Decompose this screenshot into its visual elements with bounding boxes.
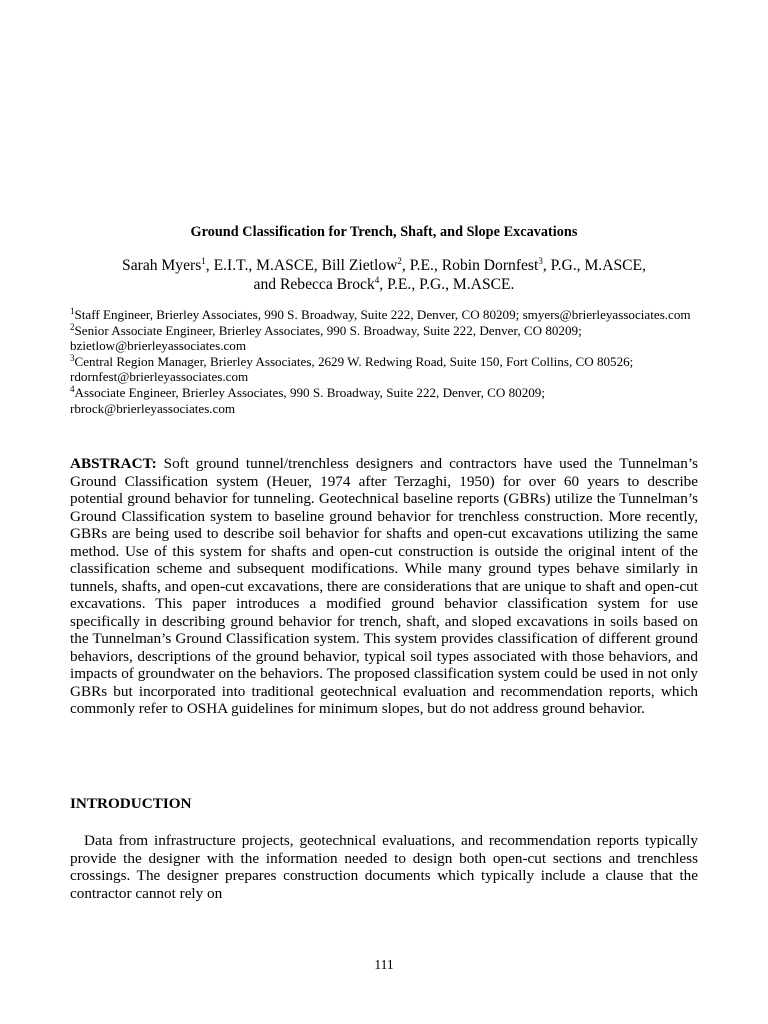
author-name: Robin Dornfest [441,257,539,274]
author-credentials: , P.E., P.G., M.ASCE. [379,276,515,293]
abstract-paragraph [70,455,698,718]
affiliation-marker: 2 [70,321,75,332]
page-number: 111 [374,957,394,972]
affiliation-item [70,323,698,354]
affiliation-text: Central Region Manager, Brierley Associates, 2629 W. Redwing Road, Suite 150, Fort Collins, CO 80526; rdornfest@brierleyassociates.com [70,353,634,385]
abstract-text: Soft ground tunnel/trenchless designers and contractors have used the Tunnelman’s Ground Classification system (Heuer, 1974 after Terzaghi, 1950) for over 60 years to describe potential ground behavior for tunneling. Geotechnical baseline reports (GBRs) utilize the Tunnelman’s Ground Classification system to baseline ground behavior for trenchless construction. More recently, GBRs are being used to describe soil behavior for shafts and open-cut excavations utilizing the same method. Use of this system for shafts and open-cut construction is outside the original intent of the classification scheme and subsequent modifications. While many ground types behave similarly in tunnels, shafts, and open-cut excavations, there are considerations that are unique to shaft and open-cut excavations. This paper introduces a modified ground behavior classification system for use specifically in describing ground behavior for trench, shaft, and sloped excavations in soils based on the Tunnelman’s Ground Classification system. This system provides classification of different ground behaviors, descriptions of the ground behavior, typical soil types associated with those behaviors, and impacts of groundwater on the behaviors. The proposed classification system could be used in not only GBRs but incorporated into traditional geotechnical evaluation and recommendation reports, which commonly refer to OSHA guidelines for minimum slopes, but do not address ground behavior. [70,455,699,717]
paper-title: Ground Classification for Trench, Shaft, and Slope Excavations [190,224,578,240]
affiliation-marker: 3 [70,352,75,363]
affiliation-item [70,385,698,416]
author-name: Bill Zietlow [321,257,398,274]
author-credentials: , P.G., M.ASCE, [542,257,646,274]
author-credentials: , P.E., [401,257,442,274]
author-name: and Rebecca Brock [253,276,375,293]
affiliation-item [70,354,698,385]
affiliation-text: Staff Engineer, Brierley Associates, 990 S. Broadway, Suite 222, Denver, CO 80209; smyers@brierleyassociates.com [74,307,691,322]
affiliation-list [70,307,698,416]
author-line-2 [70,275,698,294]
affiliation-text: Associate Engineer, Brierley Associates, 990 S. Broadway, Suite 222, Denver, CO 80209; rbrock@brierleyassociates.com [70,384,545,416]
author-affil-marker: 4 [374,275,380,285]
author-affil-marker: 3 [538,256,543,266]
author-credentials: , E.I.T., M.ASCE, [205,257,322,274]
author-affil-marker: 2 [397,256,402,266]
section-heading-introduction: INTRODUCTION [70,795,192,812]
introduction-paragraph: Data from infrastructure projects, geotechnical evaluations, and recommendation reports typically provide the designer with the information needed to design both open-cut sections and trenchless crossings. The designer prepares construction documents which typically include a clause that the contractor cannot rely on [70,832,698,902]
author-affil-marker: 1 [201,256,206,266]
affiliation-item [70,307,698,323]
author-name: Sarah Myers [122,257,202,274]
author-list [70,256,698,294]
author-line-1 [70,256,698,275]
abstract-label: ABSTRACT: [70,455,157,472]
affiliation-marker: 4 [70,383,75,394]
affiliation-text: Senior Associate Engineer, Brierley Associates, 990 S. Broadway, Suite 222, Denver, CO 80209; bzietlow@brierleyassociates.com [70,322,582,354]
affiliation-marker: 1 [70,306,75,316]
